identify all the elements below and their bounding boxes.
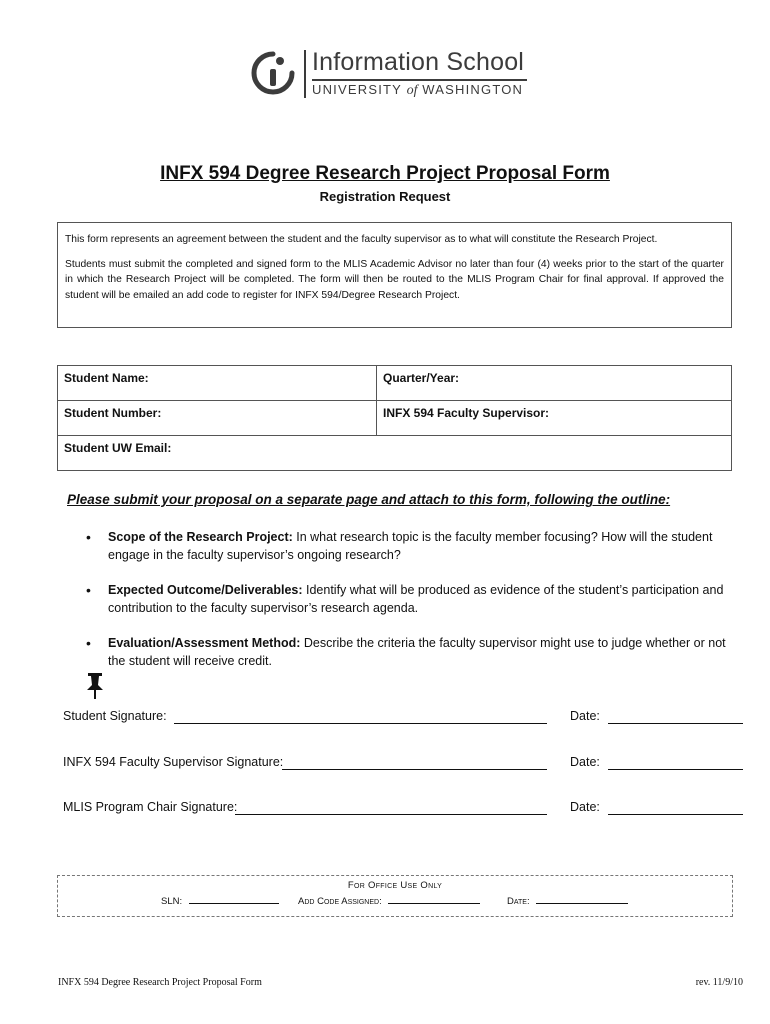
- faculty-supervisor-field[interactable]: INFX 594 Faculty Supervisor:: [377, 401, 732, 436]
- chair-date-line[interactable]: [608, 814, 743, 815]
- footer-revision: rev. 11/9/10: [695, 977, 743, 988]
- student-info-table: [57, 365, 732, 471]
- logo-divider: [304, 50, 306, 98]
- chair-date-label: Date:: [570, 800, 600, 814]
- form-title: INFX 594 Degree Research Project Proposal Form: [160, 163, 610, 184]
- student-signature-line[interactable]: [174, 723, 547, 724]
- chair-signature-line[interactable]: [235, 814, 547, 815]
- outline-item: • Scope of the Research Project: In what research topic is the faculty member focusing? How will the student engage in the faculty supervisor’s ongoing research?: [82, 529, 732, 564]
- outline-list: [82, 529, 732, 688]
- supervisor-signature-label: INFX 594 Faculty Supervisor Signature:: [63, 755, 284, 769]
- intro-box: [57, 222, 732, 328]
- supervisor-signature-line[interactable]: [282, 769, 547, 770]
- information-i-logo-icon: [250, 50, 296, 96]
- student-date-line[interactable]: [608, 723, 743, 724]
- school-logo: [250, 48, 540, 104]
- sln-field[interactable]: SLN:: [161, 896, 279, 907]
- student-email-field[interactable]: Student UW Email:: [58, 436, 732, 471]
- add-code-field[interactable]: Add Code Assigned:: [298, 896, 480, 907]
- quarter-year-field[interactable]: Quarter/Year:: [377, 366, 732, 401]
- chair-signature-label: MLIS Program Chair Signature:: [63, 800, 238, 814]
- footer-form-name: INFX 594 Degree Research Project Proposal Form: [58, 977, 262, 988]
- office-use-box: [57, 875, 733, 917]
- pushpin-icon: [84, 672, 106, 700]
- logo-rule: [312, 79, 527, 81]
- instructions: Please submit your proposal on a separate page and attach to this form, following the outline:: [67, 492, 671, 507]
- office-date-field[interactable]: Date:: [507, 896, 628, 907]
- student-signature-label: Student Signature:: [63, 709, 167, 723]
- supervisor-date-label: Date:: [570, 755, 600, 769]
- supervisor-date-line[interactable]: [608, 769, 743, 770]
- student-number-field[interactable]: Student Number:: [58, 401, 377, 436]
- office-use-title: For Office Use Only: [347, 880, 443, 891]
- form-subtitle: Registration Request: [319, 189, 451, 204]
- student-date-label: Date:: [570, 709, 600, 723]
- logo-university: UNIVERSITY of WASHINGTON: [312, 82, 524, 98]
- student-name-field[interactable]: Student Name:: [58, 366, 377, 401]
- outline-item: • Expected Outcome/Deliverables: Identify what will be produced as evidence of the student’s participation and contribution to the faculty supervisor’s research agenda.: [82, 582, 732, 617]
- outline-item: • Evaluation/Assessment Method: Describe the criteria the faculty supervisor might use to judge whether or not the student will receive credit.: [82, 635, 732, 670]
- intro-paragraph-2: Students must submit the completed and signed form to the MLIS Academic Advisor no later than four (4) weeks prior to the start of the quarter in which the Research Project will be completed. The form will then be routed to the MLIS Program Chair for final approval. If approved the student will be emailed an add code to register for INFX 594/Degree Research Project.: [65, 258, 724, 301]
- intro-paragraph-1: This form represents an agreement between the student and the faculty supervisor as to what will constitute the Research Project.: [65, 234, 658, 245]
- logo-school-name: Information School: [312, 48, 525, 76]
